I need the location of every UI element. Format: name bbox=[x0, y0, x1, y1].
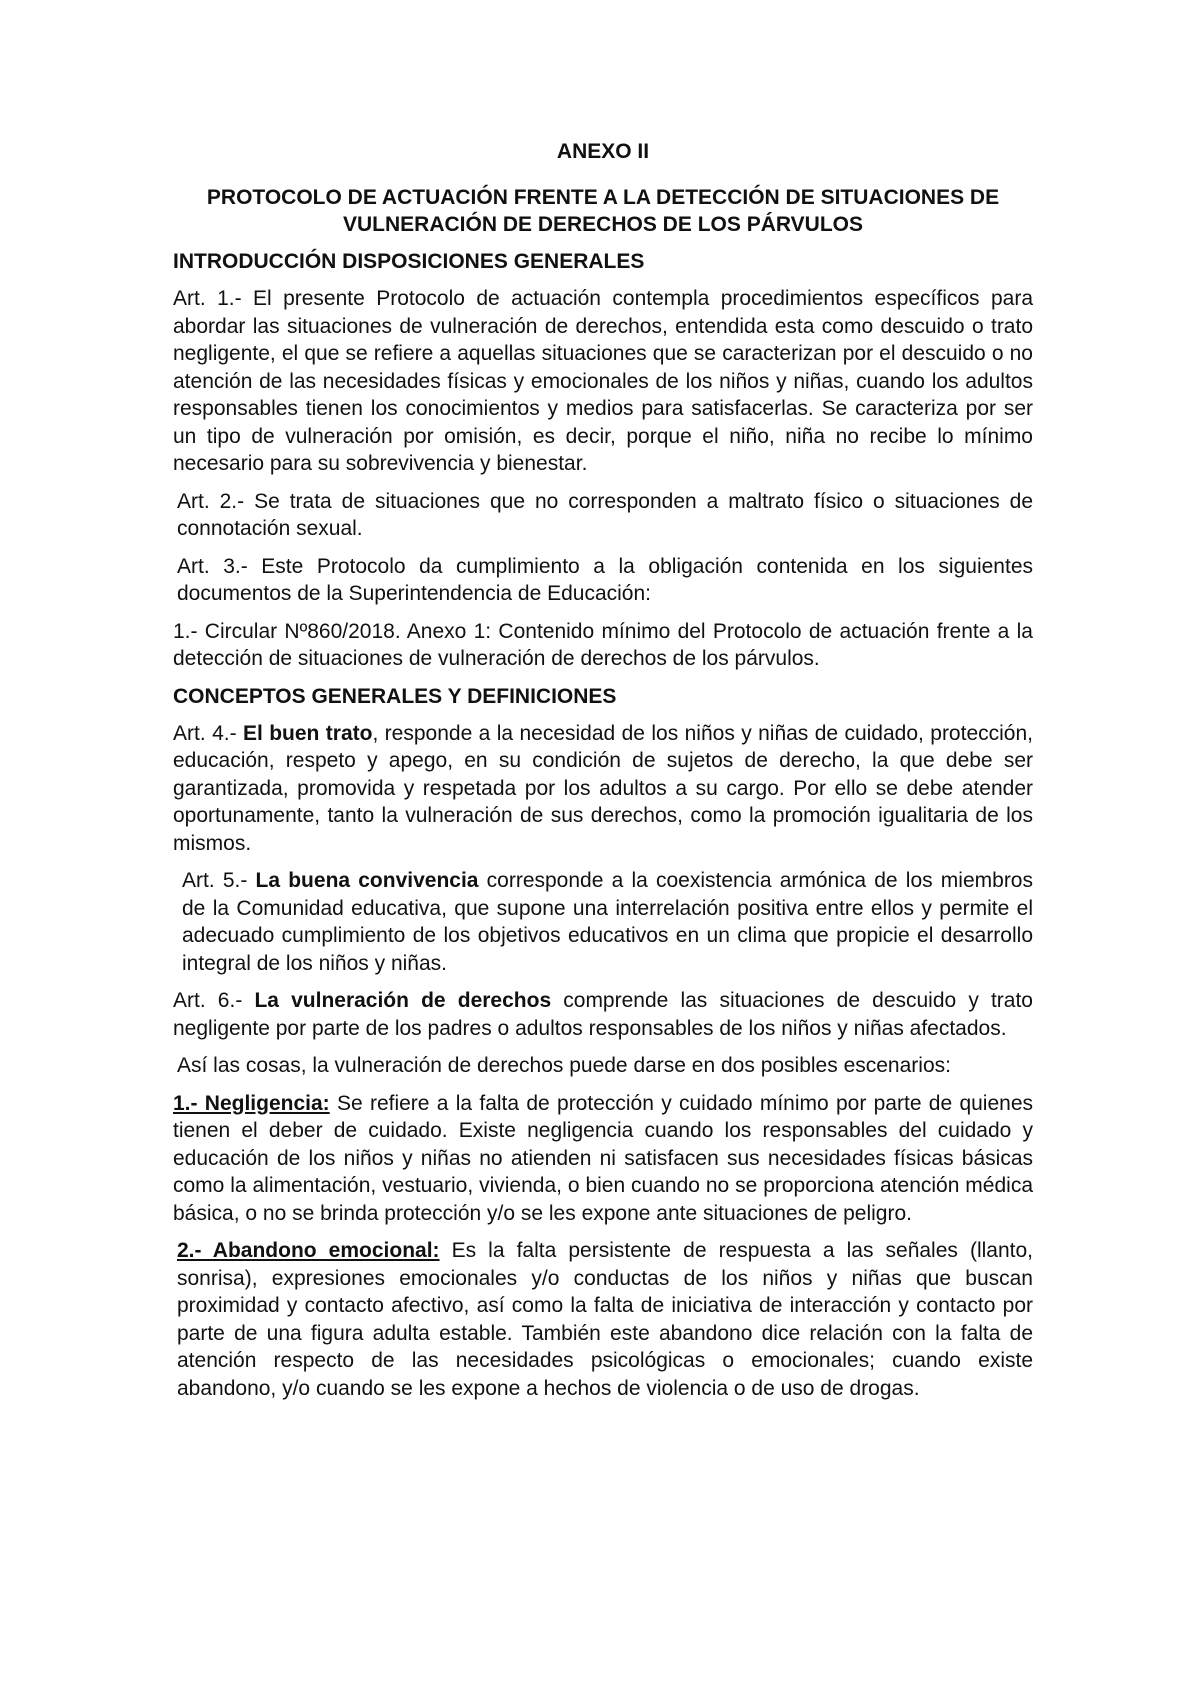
document-subtitle: PROTOCOLO DE ACTUACIÓN FRENTE A LA DETECCIÓN DE SITUACIONES DE VULNERACIÓN DE DERECHOS DE LOS PÁRVULOS bbox=[206, 186, 1000, 236]
document-title: ANEXO II bbox=[556, 140, 650, 163]
scenario-negligencia-text: Se refiere a la falta de protección y cuidado mínimo por parte de quienes tienen el deber de cuidado. Existe negligencia cuando los responsables del cuidado y educación de los niños y niñas no atienden ni satisfacen sus necesidades físicas básicas como la alimentación, vestuario, vivienda, o bien cuando no se proporciona atención médica básica, o no se brinda protección y/o se les expone ante situaciones de peligro. bbox=[173, 1091, 1034, 1225]
scenario-abandono-emocional bbox=[173, 1237, 1033, 1402]
scenarios-intro: Así las cosas, la vulneración de derechos puede darse en dos posibles escenarios: bbox=[177, 1054, 951, 1077]
article-5 bbox=[173, 867, 1033, 977]
article-1: Art. 1.- El presente Protocolo de actuación contempla procedimientos específicos para abordar las situaciones de vulneración de derechos, entendida esta como descuido o trato negligente, el que se refiere a aquellas situaciones que se caracterizan por el descuido o no atención de las necesidades físicas y emocionales de los niños y niñas, cuando los adultos responsables tienen los conocimientos y medios para satisfacerlas. Se caracteriza por ser un tipo de vulneración por omisión, es decir, porque el niño, niña no recibe lo mínimo necesario para su sobrevivencia y bienestar. bbox=[173, 287, 1033, 475]
article-4-term: El buen trato bbox=[242, 721, 373, 745]
article-6 bbox=[173, 987, 1033, 1042]
section-heading-introduccion: INTRODUCCIÓN DISPOSICIONES GENERALES bbox=[173, 250, 645, 273]
scenario-negligencia bbox=[173, 1090, 1033, 1228]
article-5-text: corresponde a la coexistencia armónica de los miembros de la Comunidad educativa, que supone una interrelación positiva entre ellos y permite el adecuado cumplimiento de los objetivos educativos en un clima que propicie el desarrollo integral de los niños y niñas. bbox=[182, 869, 1033, 975]
article-6-term: La vulneración de derechos bbox=[254, 989, 552, 1012]
article-4-text: , responde a la necesidad de los niños y niñas de cuidado, protección, educación, respeto y apego, en su condición de sujetos de derecho, la que debe ser garantizada, promovida y respetada por los adultos a su cargo. Por ello se debe atender oportunamente, tanto la vulneración de sus derechos, como la promoción igualitaria de los mismos. bbox=[173, 721, 1033, 855]
article-4-prefix: Art. 4.- bbox=[173, 721, 243, 745]
article-6-prefix: Art. 6.- bbox=[173, 989, 255, 1012]
article-4 bbox=[173, 720, 1033, 858]
article-5-term: La buena convivencia bbox=[255, 869, 479, 892]
article-5-prefix: Art. 5.- bbox=[182, 869, 256, 892]
article-6-text: comprende las situaciones de descuido y trato negligente por parte de los padres o adultos responsables de los niños y niñas afectados. bbox=[173, 989, 1033, 1040]
article-3: Art. 3.- Este Protocolo da cumplimiento a la obligación contenida en los siguientes documentos de la Superintendencia de Educación: bbox=[177, 554, 1033, 605]
section-heading-conceptos: CONCEPTOS GENERALES Y DEFINICIONES bbox=[173, 684, 617, 708]
scenario-abandono-text: Es la falta persistente de respuesta a las señales (llanto, sonrisa), expresiones emocionales y/o conductas de los niños y niñas que buscan proximidad y contacto afectivo, así como la falta de iniciativa de interacción y contacto por parte de una figura adulta estable. También este abandono dice relación con la falta de atención respecto de las necesidades psicológicas o emocionales; cuando existe abandono, y/o cuando se les expone a hechos de violencia o de uso de drogas. bbox=[177, 1239, 1033, 1400]
article-2: Art. 2.- Se trata de situaciones que no corresponden a maltrato físico o situaciones de connotación sexual. bbox=[177, 489, 1033, 540]
article-3-item-1: 1.- Circular Nº860/2018. Anexo 1: Contenido mínimo del Protocolo de actuación frente a la detección de situaciones de vulneración de derechos de los párvulos. bbox=[173, 619, 1033, 670]
scenario-abandono-term: 2.- Abandono emocional: bbox=[177, 1239, 440, 1262]
scenario-negligencia-term: 1.- Negligencia: bbox=[173, 1091, 330, 1115]
